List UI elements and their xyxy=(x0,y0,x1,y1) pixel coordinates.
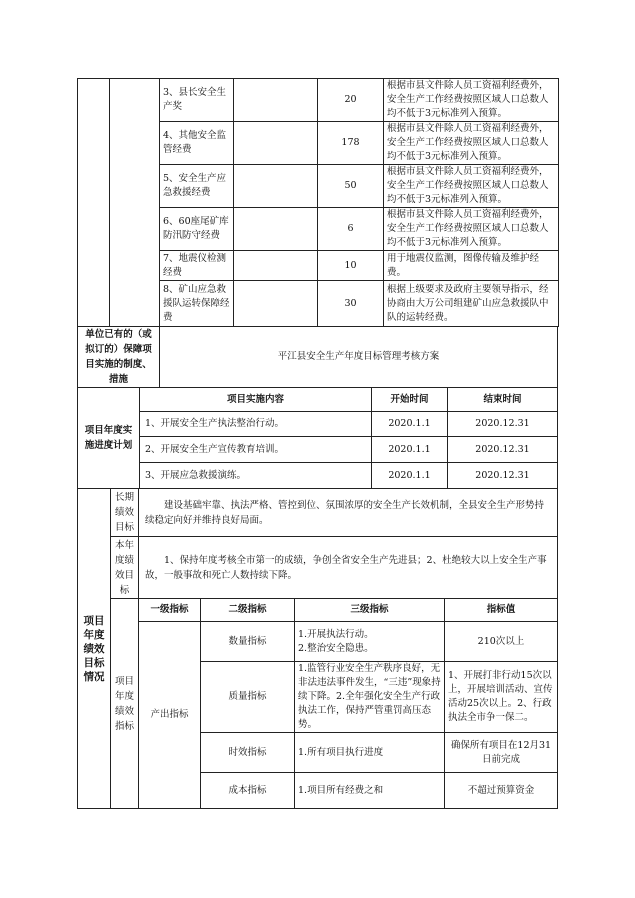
level2-indicator: 时效指标 xyxy=(201,733,295,773)
schedule-start: 2020.1.1 xyxy=(372,463,448,489)
blank-cell xyxy=(234,281,318,327)
schedule-start: 2020.1.1 xyxy=(372,412,448,437)
output-indicator-label: 产出指标 xyxy=(139,622,201,809)
document-page xyxy=(77,78,558,809)
indicator-label: 项目年度绩效指标 xyxy=(111,599,139,809)
table-row xyxy=(78,437,558,463)
table-row xyxy=(78,489,558,537)
level3-indicator: 1.所有项目执行进度 xyxy=(295,733,445,773)
table-row xyxy=(78,463,558,489)
level2-indicator: 数量指标 xyxy=(201,622,295,662)
table-row xyxy=(78,327,558,388)
schedule-start: 2020.1.1 xyxy=(372,437,448,463)
long-term-text: 建设基础牢靠、执法严格、管控到位、氛围浓厚的安全生产长效机制，全县安全生产形势持续稳定向好并维持良好局面。 xyxy=(139,489,558,537)
budget-item-name: 6、60座尾矿库防汛防守经费 xyxy=(160,208,234,251)
indicator-value: 210次以上 xyxy=(445,622,558,662)
table-row xyxy=(78,388,558,412)
level2-indicator: 成本指标 xyxy=(201,773,295,809)
table-row xyxy=(78,622,558,662)
blank-cell xyxy=(234,165,318,208)
budget-item-amount: 20 xyxy=(318,79,384,122)
schedule-table xyxy=(77,387,558,489)
level3-indicator xyxy=(295,622,445,662)
schedule-label: 项目年度实施进度计划 xyxy=(78,388,140,489)
level3-line: 2.整治安全隐患。 xyxy=(298,642,374,654)
budget-table xyxy=(77,78,559,327)
budget-item-amount: 30 xyxy=(318,281,384,327)
table-row xyxy=(78,79,559,122)
table-row xyxy=(78,412,558,437)
blank-cell xyxy=(234,122,318,165)
budget-item-amount: 6 xyxy=(318,208,384,251)
blank-cell xyxy=(78,79,110,327)
annual-goal-text: 1、保持年度考核全市第一的成绩，争创全省安全生产先进县；2、杜绝较大以上安全生产事故，一般事故和死亡人数持续下降。 xyxy=(139,537,558,599)
column-header: 一级指标 xyxy=(139,599,201,622)
indicator-value: 不超过预算资金 xyxy=(445,773,558,809)
schedule-end: 2020.12.31 xyxy=(448,437,558,463)
annual-goal-label: 本年度绩效目标 xyxy=(111,537,139,599)
table-row xyxy=(78,537,558,599)
indicator-value: 1、开展打非行动15次以上，开展培训活动、宣传活动25次以上。2、行政执法全市争一保二。 xyxy=(445,662,558,733)
blank-cell xyxy=(110,79,160,327)
column-header: 三级指标 xyxy=(295,599,445,622)
column-header: 开始时间 xyxy=(372,388,448,412)
schedule-content: 1、开展安全生产执法整治行动。 xyxy=(140,412,372,437)
column-header: 结束时间 xyxy=(448,388,558,412)
budget-item-note: 用于地震仪监测，图像传输及维护经费。 xyxy=(384,251,559,281)
budget-item-name: 5、安全生产应急救援经费 xyxy=(160,165,234,208)
long-term-label: 长期绩效目标 xyxy=(111,489,139,537)
budget-item-amount: 178 xyxy=(318,122,384,165)
goals-label: 项目年度绩效目标情况 xyxy=(78,489,111,809)
budget-item-note: 根据市县文件除人员工资福利经费外，安全生产工作经费按照区域人口总数人均不低于3元标准列入预算。 xyxy=(384,122,559,165)
budget-item-amount: 50 xyxy=(318,165,384,208)
schedule-end: 2020.12.31 xyxy=(448,412,558,437)
indicator-value: 确保所有项目在12月31日前完成 xyxy=(445,733,558,773)
column-header: 项目实施内容 xyxy=(140,388,372,412)
budget-item-note: 根据市县文件除人员工资福利经费外，安全生产工作经费按照区域人口总数人均不低于3元标准列入预算。 xyxy=(384,165,559,208)
budget-item-name: 7、地震仪检测经费 xyxy=(160,251,234,281)
blank-cell xyxy=(234,251,318,281)
budget-item-amount: 10 xyxy=(318,251,384,281)
table-row xyxy=(78,599,558,622)
schedule-end: 2020.12.31 xyxy=(448,463,558,489)
budget-item-note: 根据上级要求及政府主要领导指示，经协商由大万公司组建矿山应急救援队中队的运转经费。 xyxy=(384,281,559,327)
blank-cell xyxy=(234,208,318,251)
system-table xyxy=(77,326,558,388)
budget-item-name: 4、其他安全监管经费 xyxy=(160,122,234,165)
goals-table xyxy=(77,488,558,809)
system-value: 平江县安全生产年度目标管理考核方案 xyxy=(160,327,558,388)
level3-indicator: 1.项目所有经费之和 xyxy=(295,773,445,809)
budget-item-name: 8、矿山应急救援队运转保障经费 xyxy=(160,281,234,327)
blank-cell xyxy=(234,79,318,122)
level3-indicator: 1.监管行业安全生产秩序良好，无非法违法事件发生，“三违”现象持续下降。2.全年强化安全生产行政执法工作，保持严管重罚高压态势。 xyxy=(295,662,445,733)
budget-item-note: 根据市县文件除人员工资福利经费外，安全生产工作经费按照区域人口总数人均不低于3元标准列入预算。 xyxy=(384,79,559,122)
column-header: 二级指标 xyxy=(201,599,295,622)
budget-item-name: 3、县长安全生产奖 xyxy=(160,79,234,122)
level2-indicator: 质量指标 xyxy=(201,662,295,733)
budget-item-note: 根据市县文件除人员工资福利经费外，安全生产工作经费按照区域人口总数人均不低于3元标准列入预算。 xyxy=(384,208,559,251)
system-label: 单位已有的（或拟订的）保障项目实施的制度、措施 xyxy=(78,327,160,388)
schedule-content: 2、开展安全生产宣传教育培训。 xyxy=(140,437,372,463)
column-header: 指标值 xyxy=(445,599,558,622)
schedule-content: 3、开展应急救援演练。 xyxy=(140,463,372,489)
level3-line: 1.开展执法行动。 xyxy=(298,628,374,640)
